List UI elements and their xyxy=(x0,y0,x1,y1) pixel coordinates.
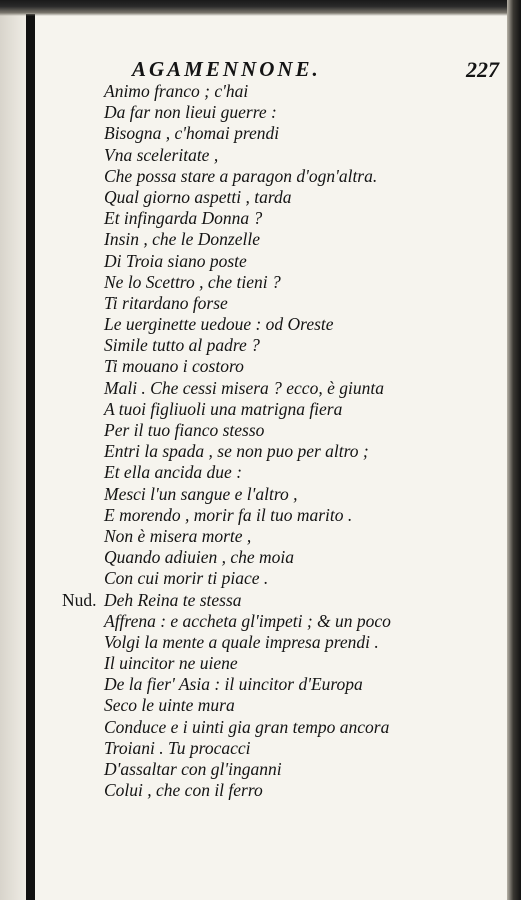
verse-line xyxy=(0,166,500,187)
verse-line xyxy=(0,399,500,420)
page-top-edge xyxy=(0,0,521,16)
verse-text: Da far non lieui guerre : xyxy=(104,102,277,123)
verse-text: Bisogna , c'homai prendi xyxy=(104,123,280,144)
verse-line xyxy=(0,632,500,653)
verse-text: Quando adiuien , che moia xyxy=(104,547,295,568)
verse-line xyxy=(0,526,500,547)
verse-text: Mesci l'un sangue e l'altro , xyxy=(104,483,298,504)
verse-block xyxy=(0,81,500,801)
verse-text: Le uerginette uedoue : od Oreste xyxy=(104,314,334,335)
verse-text: E morendo , morir fa il tuo marito . xyxy=(104,504,353,525)
verse-text: Il uincitor ne uiene xyxy=(104,653,238,674)
verse-text: Seco le uinte mura xyxy=(104,695,235,716)
page-number: 227 xyxy=(466,57,499,82)
verse-line xyxy=(0,441,500,462)
page-binding-edge xyxy=(507,0,521,900)
verse-line xyxy=(0,780,500,801)
verse-text: Conduce e i uinti gia gran tempo ancora xyxy=(104,716,390,737)
verse-line xyxy=(0,484,500,505)
verse-text: Con cui morir ti piace . xyxy=(104,568,269,589)
verse-text: Ti ritardano forse xyxy=(104,292,228,313)
verse-line xyxy=(0,335,500,356)
verse-text: Per il tuo fianco stesso xyxy=(104,420,265,440)
verse-line xyxy=(0,81,500,102)
verse-line xyxy=(0,251,500,272)
verse-text: Mali . Che cessi misera ? ecco, è giunta xyxy=(104,377,384,398)
verse-text: Qual giorno aspetti , tarda xyxy=(104,186,292,207)
verse-text: Animo franco ; c'hai xyxy=(104,81,249,101)
verse-line xyxy=(0,420,500,441)
verse-line xyxy=(0,547,500,568)
verse-line xyxy=(0,738,500,759)
verse-text: Che possa stare a paragon d'ogn'altra. xyxy=(104,165,378,186)
verse-line xyxy=(0,462,500,483)
verse-line xyxy=(0,717,500,738)
verse-line xyxy=(0,505,500,526)
verse-line xyxy=(0,653,500,674)
verse-line xyxy=(0,568,500,589)
verse-text: Di Troia siano poste xyxy=(104,250,247,271)
running-head: AGAMENNONE. xyxy=(132,57,321,81)
verse-line xyxy=(0,356,500,377)
verse-text: Ne lo Scettro , che tieni ? xyxy=(104,271,281,292)
verse-line xyxy=(0,145,500,166)
verse-text: Entri la spada , se non puo per altro ; xyxy=(104,441,369,462)
verse-text: Et ella ancida due : xyxy=(104,462,243,483)
verse-text: Simile tutto al padre ? xyxy=(104,335,260,356)
verse-text: Et infingarda Donna ? xyxy=(104,208,263,229)
verse-text: A tuoi figliuoli una matrigna fiera xyxy=(104,398,343,419)
verse-line xyxy=(0,314,500,335)
verse-line xyxy=(0,378,500,399)
verse-line xyxy=(0,759,500,780)
verse-text: D'assaltar con gl'inganni xyxy=(104,759,282,779)
verse-text: Non è misera morte , xyxy=(104,525,252,546)
verse-line xyxy=(0,123,500,144)
speaker-label: Nud. xyxy=(62,589,97,610)
verse-text: Insin , che le Donzelle xyxy=(104,229,260,250)
verse-text: Ti mouano i costoro xyxy=(104,356,244,377)
verse-text: Deh Reina te stessa xyxy=(104,589,242,610)
verse-line xyxy=(0,293,500,314)
verse-line xyxy=(0,272,500,293)
verse-text: De la fier' Asia : il uincitor d'Europa xyxy=(104,674,363,695)
verse-text: Colui , che con il ferro xyxy=(104,780,263,801)
verse-text: Troiani . Tu procacci xyxy=(104,737,251,758)
verse-text: Affrena : e accheta gl'impeti ; & un poco xyxy=(104,610,391,631)
verse-line xyxy=(0,590,500,611)
verse-line xyxy=(0,208,500,229)
verse-line xyxy=(0,229,500,250)
verse-line xyxy=(0,695,500,716)
verse-text: Vna sceleritate , xyxy=(104,144,219,165)
verse-line xyxy=(0,102,500,123)
verse-line xyxy=(0,611,500,632)
verse-text: Volgi la mente a quale impresa prendi . xyxy=(104,631,379,652)
verse-line xyxy=(0,187,500,208)
verse-line xyxy=(0,674,500,695)
